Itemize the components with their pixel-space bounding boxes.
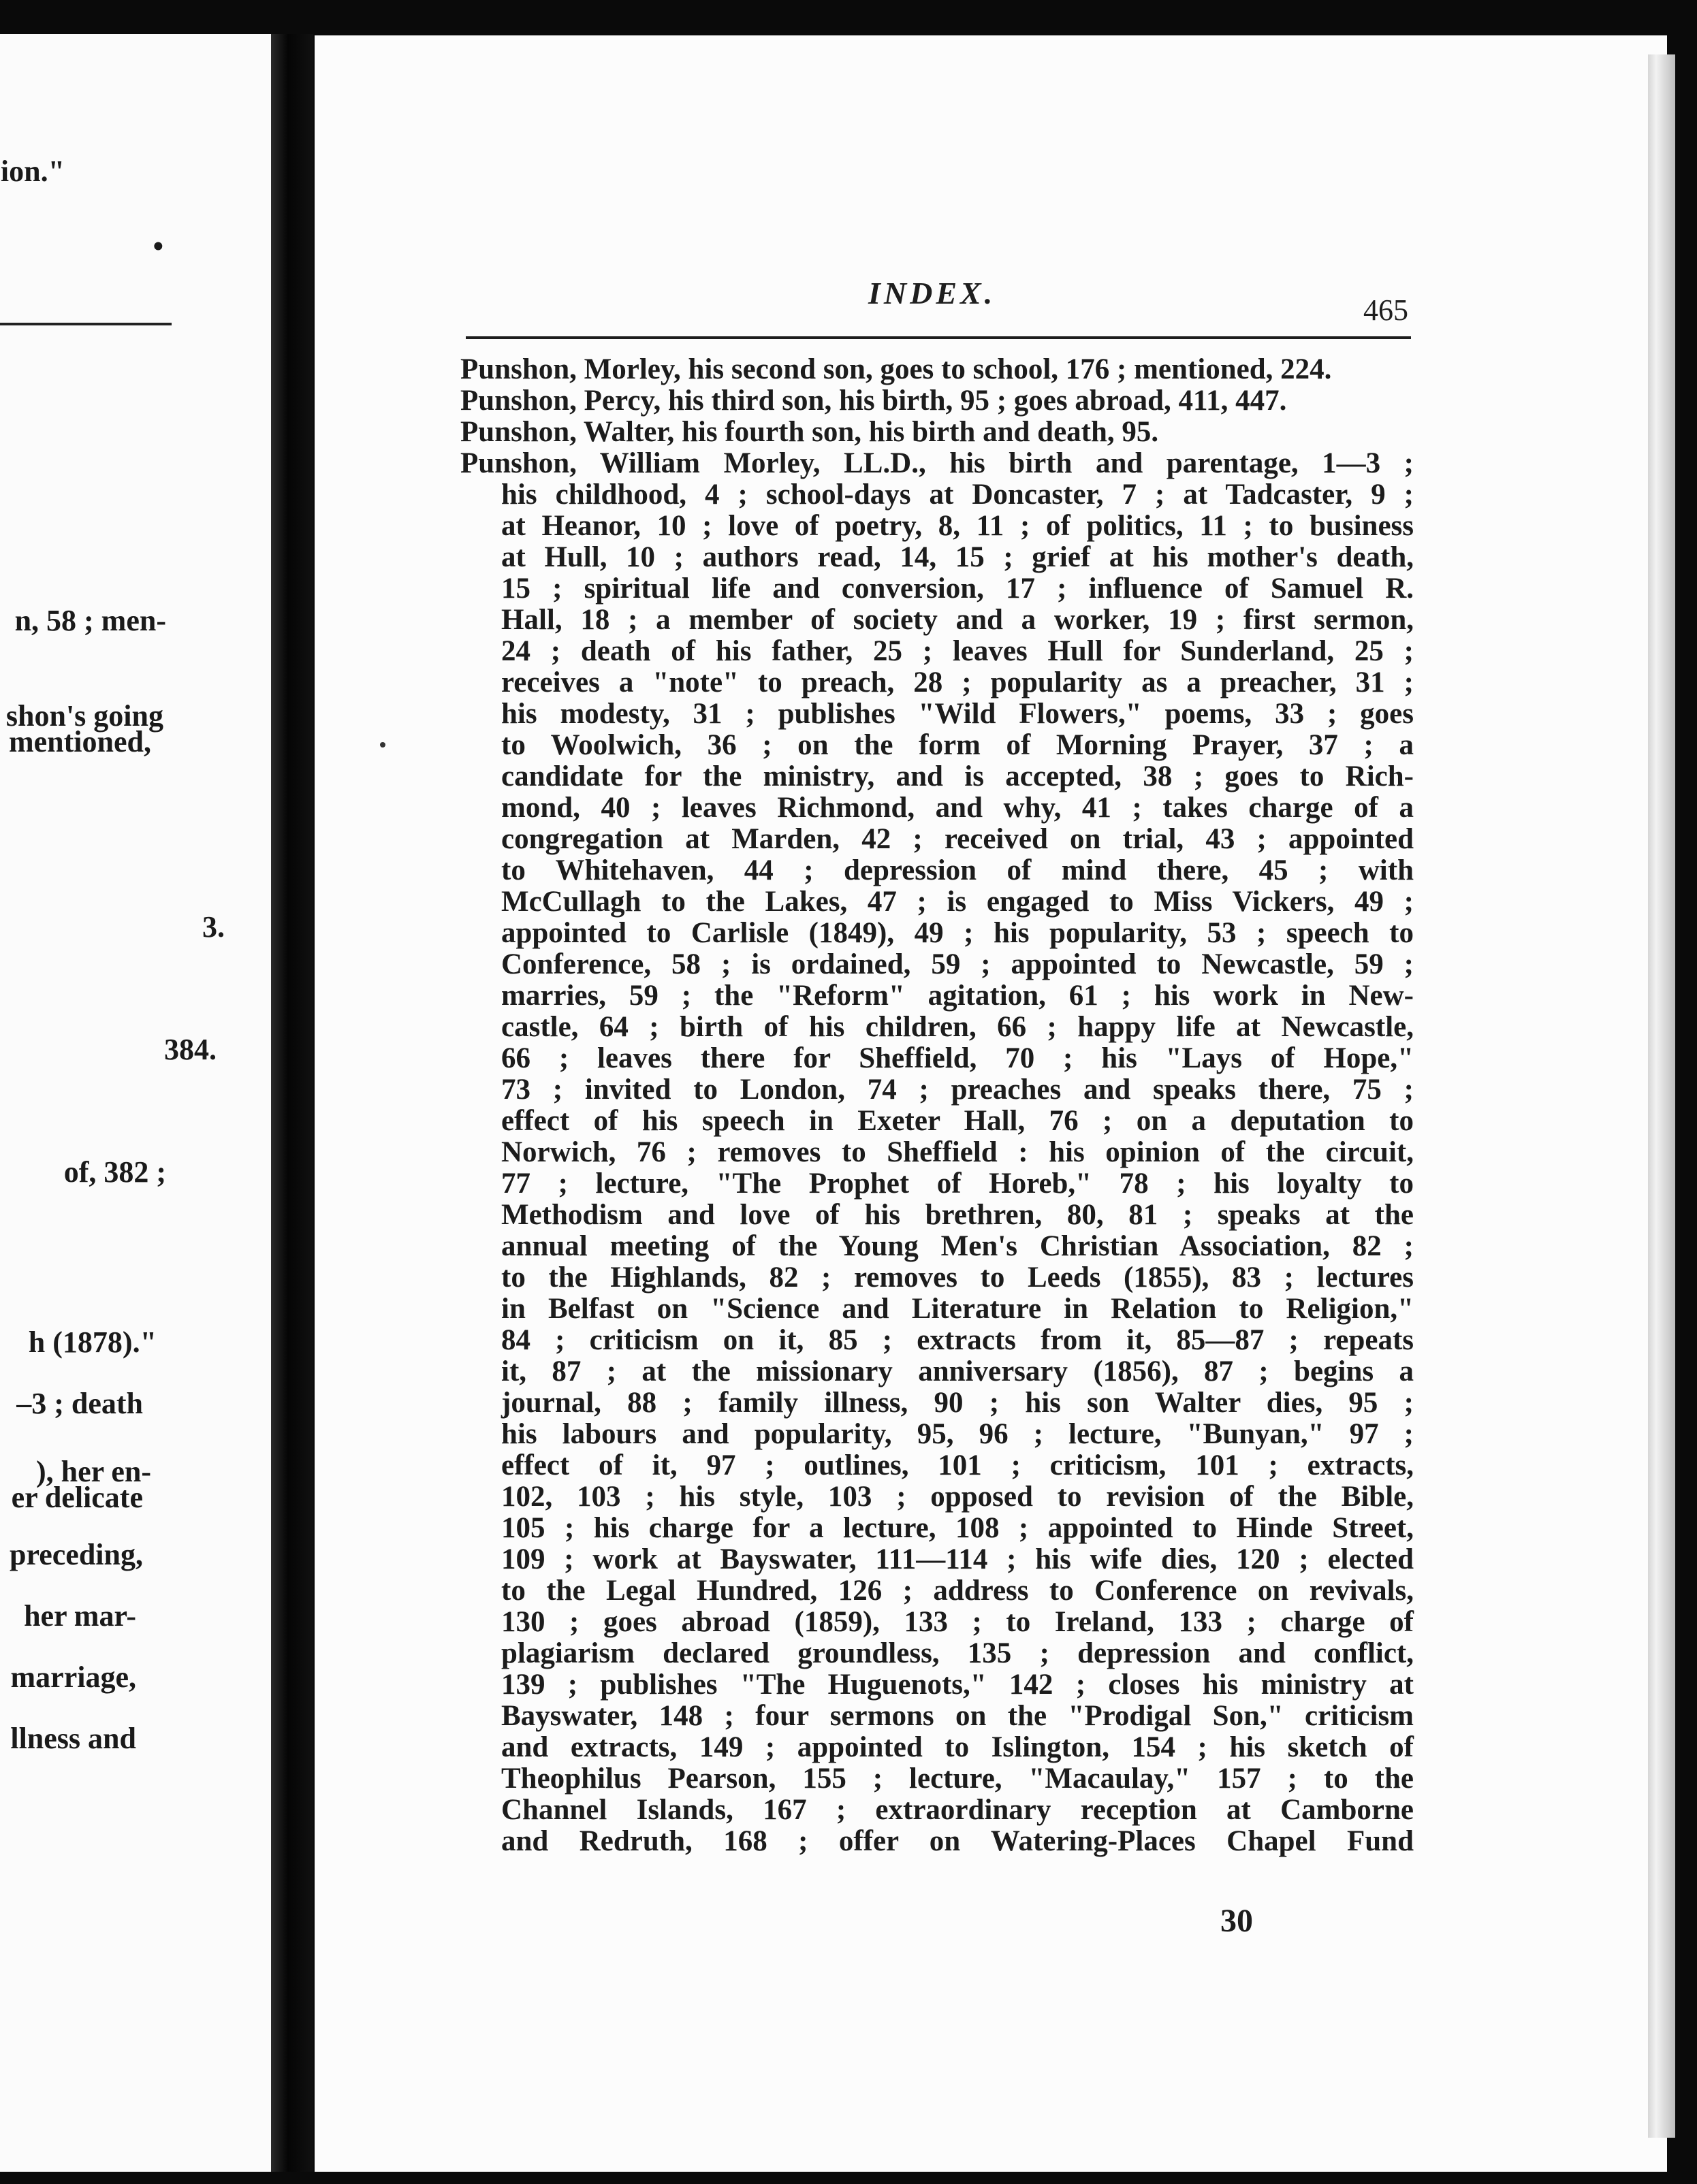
index-entry-continuation: candidate for the ministry, and is accepted, 38 ; goes to Rich- — [501, 760, 1414, 792]
page-edge — [1648, 54, 1675, 2138]
previous-page-fragment: –3 ; death — [16, 1387, 143, 1420]
index-entry-continuation: and Redruth, 168 ; offer on Watering-Places Chapel Fund — [501, 1825, 1414, 1857]
previous-page-fragment: ion." — [0, 155, 65, 188]
index-entry-continuation: and extracts, 149 ; appointed to Islington, 154 ; his sketch of — [501, 1731, 1414, 1763]
index-entry-continuation: to Woolwich, 36 ; on the form of Morning Prayer, 37 ; a — [501, 729, 1414, 761]
index-entry-continuation: annual meeting of the Young Men's Christian Association, 82 ; — [501, 1230, 1414, 1262]
previous-page-fragment: 3. — [202, 910, 225, 944]
index-entry-continuation: Bayswater, 148 ; four sermons on the "Prodigal Son," criticism — [501, 1700, 1414, 1732]
previous-page-fragment: n, 58 ; men- — [14, 604, 166, 637]
index-entry-continuation: 109 ; work at Bayswater, 111—114 ; his wife dies, 120 ; elected — [501, 1543, 1414, 1575]
previous-page-fragment: preceding, — [10, 1538, 143, 1571]
index-entry: Punshon, Morley, his second son, goes to school, 176 ; mentioned, 224. — [460, 353, 1332, 385]
index-entry-continuation: to Whitehaven, 44 ; depression of mind there, 45 ; with — [501, 854, 1414, 886]
index-entry-continuation: Hall, 18 ; a member of society and a worker, 19 ; first sermon, — [501, 604, 1414, 636]
index-entry-continuation: castle, 64 ; birth of his children, 66 ; happy life at Newcastle, — [501, 1011, 1414, 1043]
previous-page-fragment: of, 382 ; — [63, 1155, 166, 1189]
previous-page-fragment: er delicate — [11, 1481, 143, 1514]
index-entry-continuation: appointed to Carlisle (1849), 49 ; his popularity, 53 ; speech to — [501, 917, 1414, 949]
previous-page — [0, 34, 271, 2172]
index-entry-continuation: Methodism and love of his brethren, 80, 81 ; speaks at the — [501, 1199, 1414, 1231]
previous-page-fragment: her mar- — [24, 1599, 136, 1633]
index-entry-continuation: his labours and popularity, 95, 96 ; lecture, "Bunyan," 97 ; — [501, 1418, 1414, 1450]
index-entry-continuation: 84 ; criticism on it, 85 ; extracts from it, 85—87 ; repeats — [501, 1324, 1414, 1356]
index-entry-continuation: to the Highlands, 82 ; removes to Leeds (1855), 83 ; lectures — [501, 1262, 1414, 1294]
index-entry-continuation: 77 ; lecture, "The Prophet of Horeb," 78 ; his loyalty to — [501, 1168, 1414, 1200]
index-entry-continuation: 66 ; leaves there for Sheffield, 70 ; his "Lays of Hope," — [501, 1042, 1414, 1074]
previous-page-fragment: • — [153, 229, 163, 263]
index-entry-continuation: to the Legal Hundred, 126 ; address to Conference on revivals, — [501, 1575, 1414, 1607]
book-gutter — [271, 34, 313, 2172]
index-entry-continuation: Theophilus Pearson, 155 ; lecture, "Macaulay," 157 ; to the — [501, 1763, 1414, 1795]
index-entry-continuation: at Hull, 10 ; authors read, 14, 15 ; grief at his mother's death, — [501, 541, 1414, 573]
index-entry: Punshon, Walter, his fourth son, his birth and death, 95. — [460, 416, 1159, 448]
index-entry-continuation: Norwich, 76 ; removes to Sheffield : his opinion of the circuit, — [501, 1136, 1414, 1168]
header-rule — [466, 336, 1411, 339]
index-entry-continuation: it, 87 ; at the missionary anniversary (1856), 87 ; begins a — [501, 1355, 1414, 1387]
index-entry-continuation: at Heanor, 10 ; love of poetry, 8, 11 ; of politics, 11 ; to business — [501, 510, 1414, 542]
page-number: 465 — [1363, 293, 1408, 327]
previous-page-fragment: mentioned, — [9, 725, 151, 758]
index-entry-continuation: effect of it, 97 ; outlines, 101 ; criticism, 101 ; extracts, — [501, 1449, 1414, 1481]
index-entry-continuation: 102, 103 ; his style, 103 ; opposed to revision of the Bible, — [501, 1481, 1414, 1513]
index-entry-continuation: 105 ; his charge for a lecture, 108 ; appointed to Hinde Street, — [501, 1512, 1414, 1544]
signature-mark: 30 — [1220, 1903, 1253, 1939]
index-entry-continuation: journal, 88 ; family illness, 90 ; his son Walter dies, 95 ; — [501, 1387, 1414, 1419]
index-entry-continuation: 139 ; publishes "The Huguenots," 142 ; closes his ministry at — [501, 1669, 1414, 1701]
index-entry-continuation: his childhood, 4 ; school-days at Doncaster, 7 ; at Tadcaster, 9 ; — [501, 479, 1414, 511]
print-speck — [380, 742, 385, 748]
index-entry-continuation: 130 ; goes abroad (1859), 133 ; to Ireland, 133 ; charge of — [501, 1606, 1414, 1638]
index-entry-continuation: 15 ; spiritual life and conversion, 17 ; influence of Samuel R. — [501, 573, 1414, 605]
index-entry-continuation: Conference, 58 ; is ordained, 59 ; appointed to Newcastle, 59 ; — [501, 948, 1414, 980]
index-entry-continuation: Channel Islands, 167 ; extraordinary reception at Camborne — [501, 1794, 1414, 1826]
previous-page-fragment: 384. — [164, 1033, 217, 1066]
previous-page-fragment: marriage, — [10, 1660, 136, 1694]
previous-page-rule — [0, 323, 172, 325]
index-entry-continuation: congregation at Marden, 42 ; received on trial, 43 ; appointed — [501, 823, 1414, 855]
index-entry-continuation: mond, 40 ; leaves Richmond, and why, 41 ; takes charge of a — [501, 792, 1414, 824]
index-entry: Punshon, William Morley, LL.D., his birth and parentage, 1—3 ; — [460, 447, 1414, 479]
previous-page-fragment: ), her en- — [35, 1455, 151, 1488]
previous-page-fragment: h (1878)." — [28, 1326, 157, 1359]
index-entry-continuation: receives a "note" to preach, 28 ; popularity as a preacher, 31 ; — [501, 667, 1414, 698]
index-entries — [460, 354, 1414, 1857]
index-entry-continuation: his modesty, 31 ; publishes "Wild Flowers," poems, 33 ; goes — [501, 698, 1414, 730]
index-entry-continuation: 73 ; invited to London, 74 ; preaches and speaks there, 75 ; — [501, 1074, 1414, 1106]
previous-page-fragment: llness and — [10, 1722, 136, 1755]
index-entry-continuation: plagiarism declared groundless, 135 ; depression and conflict, — [501, 1637, 1414, 1669]
previous-page-fragment: shon's going — [5, 699, 163, 733]
index-entry-continuation: 24 ; death of his father, 25 ; leaves Hull for Sunderland, 25 ; — [501, 635, 1414, 667]
index-entry-continuation: in Belfast on "Science and Literature in Relation to Religion," — [501, 1293, 1414, 1325]
index-entry: Punshon, Percy, his third son, his birth, 95 ; goes abroad, 411, 447. — [460, 385, 1287, 417]
index-entry-continuation: effect of his speech in Exeter Hall, 76 ; on a deputation to — [501, 1105, 1414, 1137]
index-entry-continuation: marries, 59 ; the "Reform" agitation, 61 ; his work in New- — [501, 980, 1414, 1012]
running-head-title: INDEX. — [868, 276, 996, 310]
index-entry-continuation: McCullagh to the Lakes, 47 ; is engaged to Miss Vickers, 49 ; — [501, 886, 1414, 918]
